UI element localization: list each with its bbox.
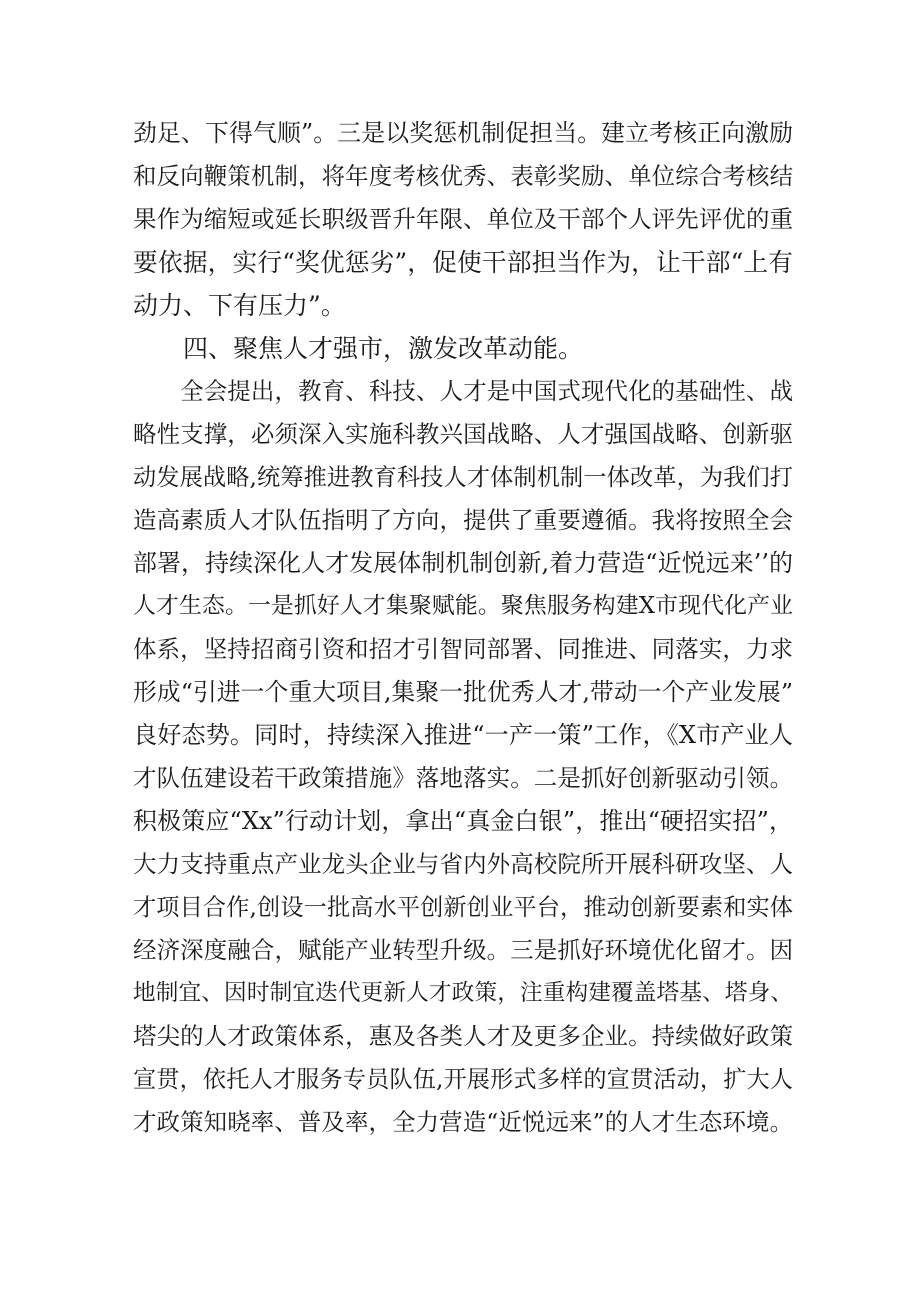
text-line: 体系，坚持招商引资和招才引智同部署、同推进、同落实，力求 — [133, 635, 793, 663]
text-line: 四、聚焦人才强市，激发改革动能。 — [133, 334, 584, 363]
text-line: 果作为缩短或延长职级晋升年限、单位及干部个人评先评优的重 — [133, 205, 793, 233]
text-line: 形成“引进一个重大项目,集聚一批优秀人才,带动一个产业发展” — [133, 678, 793, 706]
text-line: 才政策知晓率、普及率，全力营造“近悦远来”的人才生态环境。 — [133, 1108, 793, 1136]
text-line: 要依据，实行“奖优惩劣”，促使干部担当作为，让干部“上有 — [133, 248, 793, 277]
text-line: 良好态势。同时，持续深入推进“一产一策”工作，《X市产业人 — [133, 721, 793, 749]
text-line: 造高素质人才队伍指明了方向，提供了重要遵循。我将按照全会 — [133, 506, 793, 534]
text-line: 才队伍建设若干政策措施》落地落实。二是抓好创新驱动引领。 — [133, 764, 793, 792]
text-line: 经济深度融合，赋能产业转型升级。三是抓好环境优化留才。因 — [133, 936, 793, 964]
text-line: 塔尖的人才政策体系，惠及各类人才及更多企业。持续做好政策 — [133, 1022, 793, 1050]
text-line: 才项目合作,创设一批高水平创新创业平台，推动创新要素和实体 — [133, 894, 793, 921]
text-line: 部署，持续深化人才发展体制机制创新,着力营造“近悦远来’’的 — [133, 549, 793, 577]
text-line: 地制宜、因时制宜迭代更新人才政策，注重构建覆盖塔基、塔身、 — [133, 980, 793, 1006]
document-body — [133, 112, 793, 1144]
text-line: 宣贯，依托人才服务专员队伍,开展形式多样的宣贯活动，扩大人 — [133, 1066, 793, 1093]
text-line: 全会提出，教育、科技、人才是中国式现代化的基础性、战 — [133, 377, 793, 405]
text-line: 和反向鞭策机制，将年度考核优秀、表彰奖励、单位综合考核结 — [133, 162, 793, 190]
text-line: 略性支撑，必须深入实施科教兴国战略、人才强国战略、创新驱 — [133, 420, 793, 448]
text-line: 积极策应“Xx”行动计划，拿出“真金白银”，推出“硬招实招”， — [133, 807, 793, 835]
text-line: 大力支持重点产业龙头企业与省内外高校院所开展科研攻坚、人 — [133, 850, 793, 878]
text-line: 劲足、下得气顺”。三是以奖惩机制促担当。建立考核正向激励 — [133, 119, 793, 147]
text-line: 动力、下有压力”。 — [133, 291, 346, 320]
text-line: 动发展战略,统筹推进教育科技人才体制机制一体改革，为我们打 — [133, 464, 793, 491]
text-line: 人才生态。一是抓好人才集聚赋能。聚焦服务构建X市现代化产业 — [133, 593, 793, 619]
